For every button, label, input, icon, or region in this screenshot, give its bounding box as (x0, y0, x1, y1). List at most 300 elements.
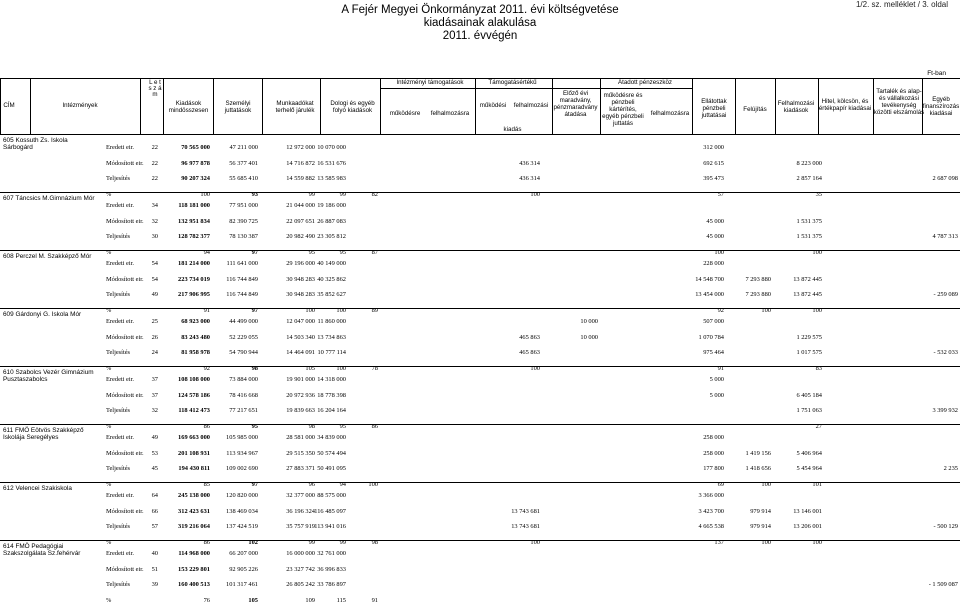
table-cell: 692 615 (703, 159, 724, 167)
institution-group (0, 134, 960, 198)
header-rule (0, 78, 960, 79)
table-cell: 8 223 000 (796, 159, 822, 167)
table-cell: 100 (761, 306, 771, 314)
table-cell: 21 044 000 (286, 202, 315, 209)
table-cell: 83 243 480 (181, 333, 210, 341)
row-label: Módosított eir. (106, 565, 144, 573)
report-title-line3: 2011. évvégén (442, 30, 518, 42)
table-cell: 105 (305, 364, 315, 372)
institution-name: 607 Táncsics M.Gimnázium Mór (3, 195, 95, 202)
table-cell: 13 743 681 (511, 507, 540, 515)
table-cell: 93 (251, 190, 258, 198)
table-cell: 13 734 863 (317, 333, 346, 341)
table-cell: 64 (151, 492, 158, 499)
table-cell: 70 565 000 (181, 144, 210, 151)
table-cell: 2 857 164 (796, 175, 822, 182)
table-cell: 3 399 932 (932, 407, 958, 414)
table-cell: 100 (812, 248, 822, 256)
table-cell: 14 716 872 (286, 159, 315, 167)
table-cell: 14 548 700 (695, 275, 724, 283)
table-cell: 37 (151, 376, 158, 383)
table-cell: 319 216 064 (178, 523, 210, 530)
table-cell: 32 761 000 (317, 550, 346, 557)
table-cell: - 1 509 087 (928, 581, 958, 588)
table-cell: 66 207 000 (229, 550, 258, 557)
table-cell: 3 423 700 (698, 507, 724, 515)
table-cell: 100 (714, 248, 724, 256)
institution-group (0, 308, 960, 372)
table-cell: 54 (151, 275, 158, 283)
table-cell: 132 951 834 (178, 217, 210, 225)
institution-name: 611 FMÖ Eötvös Szakképző Iskolája Seregélyes (3, 427, 84, 441)
table-cell: 100 (200, 190, 210, 198)
table-cell: 81 958 978 (181, 349, 210, 356)
table-cell: 40 325 862 (317, 275, 346, 283)
row-label: Teljesítés (106, 233, 131, 240)
table-cell: - 532 033 (933, 349, 958, 356)
table-cell: 120 820 000 (226, 492, 258, 499)
row-label: Teljesítés (106, 581, 131, 588)
table-cell: 14 503 340 (286, 333, 315, 341)
row-label: Teljesítés (106, 175, 131, 182)
table-cell: 55 685 410 (229, 175, 258, 182)
table-cell: 4 665 538 (698, 523, 724, 530)
table-cell: 66 (151, 507, 158, 515)
row-label: Eredeti eir. (106, 318, 135, 325)
institution-name: 610 Szabolcs Vezér Gimnázium Pusztaszabolcs (3, 369, 94, 383)
table-cell: 13 206 001 (793, 523, 822, 530)
header-divider (262, 78, 263, 134)
table-cell: 102 (248, 538, 258, 546)
institution-name: 614 FMÖ Pedagógiai Szakszolgálata Sz.fehérvár (3, 543, 81, 557)
row-label: Eredeti eir. (106, 434, 135, 441)
header-divider (735, 78, 736, 134)
table-cell: 23 327 742 (286, 565, 315, 573)
table-cell: 100 (336, 306, 346, 314)
table-cell: 22 (151, 159, 158, 167)
table-cell: 105 985 000 (226, 434, 258, 441)
row-label: Módosított eir. (106, 449, 144, 457)
table-cell: 47 211 000 (229, 144, 258, 151)
table-cell: 20 982 490 (286, 233, 315, 240)
institution-group (0, 192, 960, 256)
table-cell: 44 499 000 (229, 318, 258, 325)
table-cell: 45 (151, 465, 158, 472)
table-cell: 27 (815, 422, 822, 430)
table-cell: 19 186 000 (317, 202, 346, 209)
row-label: Módosított eir. (106, 507, 144, 515)
table-cell: 27 883 371 (286, 465, 315, 472)
institution-name: 608 Perczel M. Szakképző Mór (3, 253, 92, 260)
table-cell: 177 800 (703, 465, 724, 472)
table-cell: 3 366 000 (698, 492, 724, 499)
table-cell: - 259 089 (933, 291, 958, 298)
header-divider (475, 78, 476, 134)
table-cell: 100 (530, 190, 540, 198)
header-rule (380, 88, 692, 89)
table-cell: 169 663 000 (178, 434, 210, 441)
table-cell: 26 805 242 (286, 581, 315, 588)
table-cell: 23 305 812 (317, 233, 346, 240)
header-mukodesre-penzbeli: működésre és pénzbeli kártérítés, egyéb pénzbeli juttatás (602, 92, 644, 127)
row-label: % (106, 190, 112, 198)
table-cell: 194 430 811 (178, 465, 210, 472)
table-cell: 88 575 000 (317, 492, 346, 499)
table-cell: 57 (717, 190, 724, 198)
table-cell: 89 (371, 306, 378, 314)
table-cell: 85 (203, 480, 210, 488)
table-cell: 14 464 091 (286, 349, 315, 356)
table-cell: 312 423 631 (178, 507, 210, 515)
table-cell: 2 235 (943, 465, 958, 472)
table-cell: 98 (308, 422, 315, 430)
table-cell: 111 641 000 (226, 260, 258, 267)
table-cell: 78 130 387 (229, 233, 258, 240)
header-rule (0, 134, 960, 135)
unit-label: Ft-ban (927, 70, 946, 77)
table-cell: 24 (151, 349, 158, 356)
row-label: Módosított eir. (106, 391, 144, 399)
header-elozo-evi: Előző évi maradvány, pénzmaradvány átadása (553, 90, 598, 118)
table-cell: 37 (151, 391, 158, 399)
table-cell: 77 217 651 (229, 407, 258, 414)
table-cell: 6 405 184 (796, 391, 822, 399)
table-cell: 118 412 473 (178, 407, 210, 414)
header-letszam: L e t s z á m (148, 79, 162, 98)
table-cell: 34 (151, 202, 158, 209)
table-cell: 100 (336, 364, 346, 372)
table-cell: 99 (308, 190, 315, 198)
row-label: Eredeti eir. (106, 144, 135, 151)
header-divider (320, 78, 321, 134)
table-cell: 92 (203, 364, 210, 372)
table-cell: 115 (336, 596, 346, 604)
table-cell: 1 531 375 (796, 217, 822, 225)
table-cell: 92 905 226 (229, 565, 258, 573)
table-cell: 22 097 651 (286, 217, 315, 225)
table-cell: 30 948 283 (286, 291, 315, 298)
header-egyeb-fin: Egyéb finanszírozás kiadásai (922, 96, 960, 117)
header-intezmenyi-tam: Intézményi támogatások (396, 79, 464, 86)
table-cell: 118 181 000 (178, 202, 210, 209)
table-cell: 13 743 681 (511, 523, 540, 530)
table-cell: 128 782 377 (178, 233, 210, 240)
row-label: Módosított eir. (106, 159, 144, 167)
table-cell: 32 (151, 407, 158, 414)
table-cell: 13 146 001 (793, 507, 822, 515)
table-cell: 109 (305, 596, 315, 604)
table-cell: 30 (151, 233, 158, 240)
table-cell: 116 485 097 (314, 507, 346, 515)
table-cell: 14 559 882 (286, 175, 315, 182)
table-cell: 137 (714, 538, 724, 546)
table-cell: 86 (203, 422, 210, 430)
row-label: Módosított eir. (106, 333, 144, 341)
table-cell: 78 416 668 (229, 391, 258, 399)
table-cell: 16 000 000 (286, 550, 315, 557)
table-cell: 78 (371, 364, 378, 372)
header-ellatottak: Ellátottak pénzbeli juttatásai (701, 98, 727, 119)
table-cell: 34 839 000 (317, 434, 346, 441)
table-cell: 30 948 283 (286, 275, 315, 283)
table-cell: 18 778 398 (317, 391, 346, 399)
row-label: Eredeti eir. (106, 376, 135, 383)
header-divider (552, 78, 553, 134)
table-cell: 10 000 (580, 333, 598, 341)
table-cell: 7 293 880 (745, 275, 771, 283)
table-cell: 100 (761, 480, 771, 488)
header-divider (163, 78, 164, 134)
header-cim: CÍM (3, 102, 15, 109)
report-title-line1: A Fejér Megyei Önkormányzat 2011. évi költségvetése (341, 4, 619, 16)
table-cell: 98 (371, 538, 378, 546)
table-cell: 13 585 983 (317, 175, 346, 182)
table-cell: 1 751 063 (796, 407, 822, 414)
header-divider (692, 78, 693, 134)
institution-group (0, 482, 960, 546)
report-title-line2: kiadásainak alakulása (423, 17, 537, 29)
table-cell: 92 (717, 306, 724, 314)
institution-name: 609 Gárdonyi G. Iskola Mór (3, 311, 82, 318)
table-cell: 14 318 000 (317, 376, 346, 383)
table-cell: 217 906 995 (178, 291, 210, 298)
table-cell: 4 787 313 (932, 233, 958, 240)
table-cell: 32 377 000 (286, 492, 315, 499)
table-cell: 465 863 (519, 333, 540, 341)
table-cell: 113 934 967 (226, 449, 258, 457)
header-divider (873, 78, 874, 134)
table-cell: 5 000 (709, 391, 724, 399)
header-divider (600, 78, 601, 134)
row-label: Teljesítés (106, 523, 131, 530)
table-cell: 13 872 445 (793, 291, 822, 298)
table-cell: 1 419 156 (745, 449, 771, 457)
header-szemelyi: Személyi juttatások (224, 100, 252, 114)
header-tartalek: Tartalék és alap- és vállalkozási tevékenység közötti elszámolás (873, 88, 925, 116)
table-cell: 39 (151, 581, 158, 588)
table-cell: 436 314 (519, 159, 540, 167)
table-cell: 82 390 725 (229, 217, 258, 225)
table-cell: 22 (151, 175, 158, 182)
table-cell: 97 (251, 306, 258, 314)
table-cell: 100 (530, 538, 540, 546)
header-felhalmozasra2: felhalmozásra (650, 110, 690, 117)
table-cell: 68 923 000 (181, 318, 210, 325)
table-cell: 77 951 000 (229, 202, 258, 209)
table-cell: 114 968 000 (178, 550, 210, 557)
table-cell: 36 196 324 (286, 507, 315, 515)
table-cell: 97 (251, 480, 258, 488)
table-cell: 73 884 000 (229, 376, 258, 383)
header-divider (0, 78, 1, 134)
table-cell: 116 744 849 (226, 291, 258, 298)
table-cell: 13 872 445 (793, 275, 822, 283)
row-label: % (106, 364, 112, 372)
table-cell: 40 (151, 550, 158, 557)
institution-name: 612 Velencei Szakiskola (3, 485, 72, 492)
table-cell: 5 000 (709, 376, 724, 383)
institution-group (0, 424, 960, 488)
header-mukodesre: működésre (389, 110, 421, 117)
header-divider (380, 78, 381, 134)
table-cell: 116 744 849 (226, 275, 258, 283)
institution-group (0, 250, 960, 314)
annex-label: 1/2. sz. melléklet / 3. oldal (855, 0, 948, 9)
table-cell: 26 887 083 (317, 217, 346, 225)
table-cell: 16 531 676 (317, 159, 346, 167)
table-cell: 436 314 (519, 175, 540, 182)
table-cell: 22 (151, 144, 158, 151)
institution-name: 605 Kossuth Zs. Iskola Sárbogárd (3, 137, 68, 151)
table-cell: 113 941 016 (314, 523, 346, 530)
row-label: % (106, 306, 112, 314)
table-cell: 5 406 964 (796, 449, 822, 457)
institution-group (0, 540, 960, 604)
header-divider (775, 78, 776, 134)
table-cell: 245 138 000 (178, 492, 210, 499)
header-divider (818, 78, 819, 134)
row-label: Módosított eir. (106, 217, 144, 225)
table-cell: 258 000 (703, 434, 724, 441)
row-label: % (106, 248, 112, 256)
header-felhalmozasra: felhalmozásra (430, 110, 470, 117)
table-cell: 395 473 (703, 175, 724, 182)
table-cell: 100 (530, 364, 540, 372)
institution-group (0, 366, 960, 430)
table-cell: 99 (339, 538, 346, 546)
table-cell: 1 070 784 (698, 333, 724, 341)
table-cell: 979 914 (750, 523, 771, 530)
table-cell: 57 (151, 523, 158, 530)
row-label: % (106, 480, 112, 488)
table-cell: 181 214 000 (178, 260, 210, 267)
table-cell: 12 972 000 (286, 144, 315, 151)
table-cell: 33 786 897 (317, 581, 346, 588)
table-cell: 54 790 944 (229, 349, 258, 356)
row-label: Módosított eir. (106, 275, 144, 283)
table-cell: 223 734 019 (178, 275, 210, 283)
table-cell: 507 000 (703, 318, 724, 325)
table-cell: 29 515 350 (286, 449, 315, 457)
table-cell: 45 000 (706, 217, 724, 225)
table-cell: 50 574 494 (317, 449, 346, 457)
table-cell: 97 (251, 248, 258, 256)
table-cell: 29 196 000 (286, 260, 315, 267)
table-cell: 1 229 575 (796, 333, 822, 341)
table-cell: 95 (251, 422, 258, 430)
table-cell: 5 454 964 (796, 465, 822, 472)
table-cell: 228 000 (703, 260, 724, 267)
row-label: Eredeti eir. (106, 492, 135, 499)
table-cell: 94 (339, 480, 346, 488)
row-label: Teljesítés (106, 291, 131, 298)
table-header (0, 78, 960, 134)
header-tamogatasertek: Támogatásértékű (488, 79, 537, 86)
row-label: % (106, 538, 112, 546)
header-dologi: Dologi és egyéb folyó kiadások (330, 100, 375, 114)
table-cell: 32 (151, 217, 158, 225)
row-label: Eredeti eir. (106, 202, 135, 209)
table-cell: 54 (151, 260, 158, 267)
table-cell: 100 (761, 538, 771, 546)
table-cell: 91 (203, 306, 210, 314)
table-cell: 10 070 000 (317, 144, 346, 151)
table-cell: 86 (371, 422, 378, 430)
table-cell: 95 (339, 248, 346, 256)
table-cell: 137 424 519 (226, 523, 258, 530)
table-cell: 100 (812, 306, 822, 314)
table-cell: 96 977 878 (181, 159, 210, 167)
header-divider (922, 78, 923, 134)
header-intezmenyek: Intézmények (62, 102, 98, 109)
table-cell: 101 317 461 (226, 581, 258, 588)
header-kiadas: kiadás (503, 126, 522, 133)
table-cell: 91 (717, 364, 724, 372)
header-divider (30, 78, 31, 134)
table-cell: 26 (151, 333, 158, 341)
table-cell: 76 (203, 596, 210, 604)
table-cell: 90 207 324 (181, 175, 210, 182)
header-hitel: Hitel, kölcsön, és értékpapír kiadásai (818, 98, 872, 112)
table-cell: 35 757 919 (286, 523, 315, 530)
table-cell: - 500 129 (933, 523, 958, 530)
table-cell: 10 777 114 (317, 349, 346, 356)
header-divider (140, 78, 141, 134)
table-cell: 1 418 656 (745, 465, 771, 472)
header-munkaadoi: Munkaadókat terhelő járulék (275, 100, 315, 114)
header-divider (213, 78, 214, 134)
table-cell: 11 860 000 (317, 318, 346, 325)
table-cell: 98 (251, 364, 258, 372)
table-cell: 35 852 627 (317, 291, 346, 298)
table-cell: 109 002 690 (226, 465, 258, 472)
table-cell: 153 229 801 (178, 565, 210, 573)
table-cell: 96 (308, 480, 315, 488)
table-cell: 13 454 000 (695, 291, 724, 298)
table-cell: 50 491 095 (317, 465, 346, 472)
table-cell: 100 (305, 306, 315, 314)
table-cell: 25 (151, 318, 158, 325)
table-cell: 201 108 931 (178, 449, 210, 457)
table-cell: 19 839 663 (286, 407, 315, 414)
table-cell: 1 017 575 (796, 349, 822, 356)
table-cell: 979 914 (750, 507, 771, 515)
table-cell: 53 (151, 449, 158, 457)
table-cell: 56 377 401 (229, 159, 258, 167)
header-mukodesi: működési (479, 102, 507, 109)
table-cell: 86 (203, 538, 210, 546)
table-cell: 12 047 000 (286, 318, 315, 325)
table-cell: 95 (308, 248, 315, 256)
header-atadott: Átadott pénzeszköz (617, 79, 672, 86)
table-cell: 99 (308, 538, 315, 546)
table-cell: 138 469 034 (226, 507, 258, 515)
table-cell: 312 000 (703, 144, 724, 151)
table-cell: 52 229 055 (229, 333, 258, 341)
table-cell: 19 901 000 (286, 376, 315, 383)
row-label: % (106, 596, 112, 604)
table-cell: 99 (339, 190, 346, 198)
table-cell: 49 (151, 434, 158, 441)
table-cell: 45 000 (706, 233, 724, 240)
table-cell: 2 687 098 (932, 175, 958, 182)
row-label: % (106, 422, 112, 430)
table-cell: 100 (368, 480, 378, 488)
table-cell: 16 204 164 (317, 407, 346, 414)
table-cell: 258 000 (703, 449, 724, 457)
table-cell: 49 (151, 291, 158, 298)
row-label: Teljesítés (106, 349, 131, 356)
